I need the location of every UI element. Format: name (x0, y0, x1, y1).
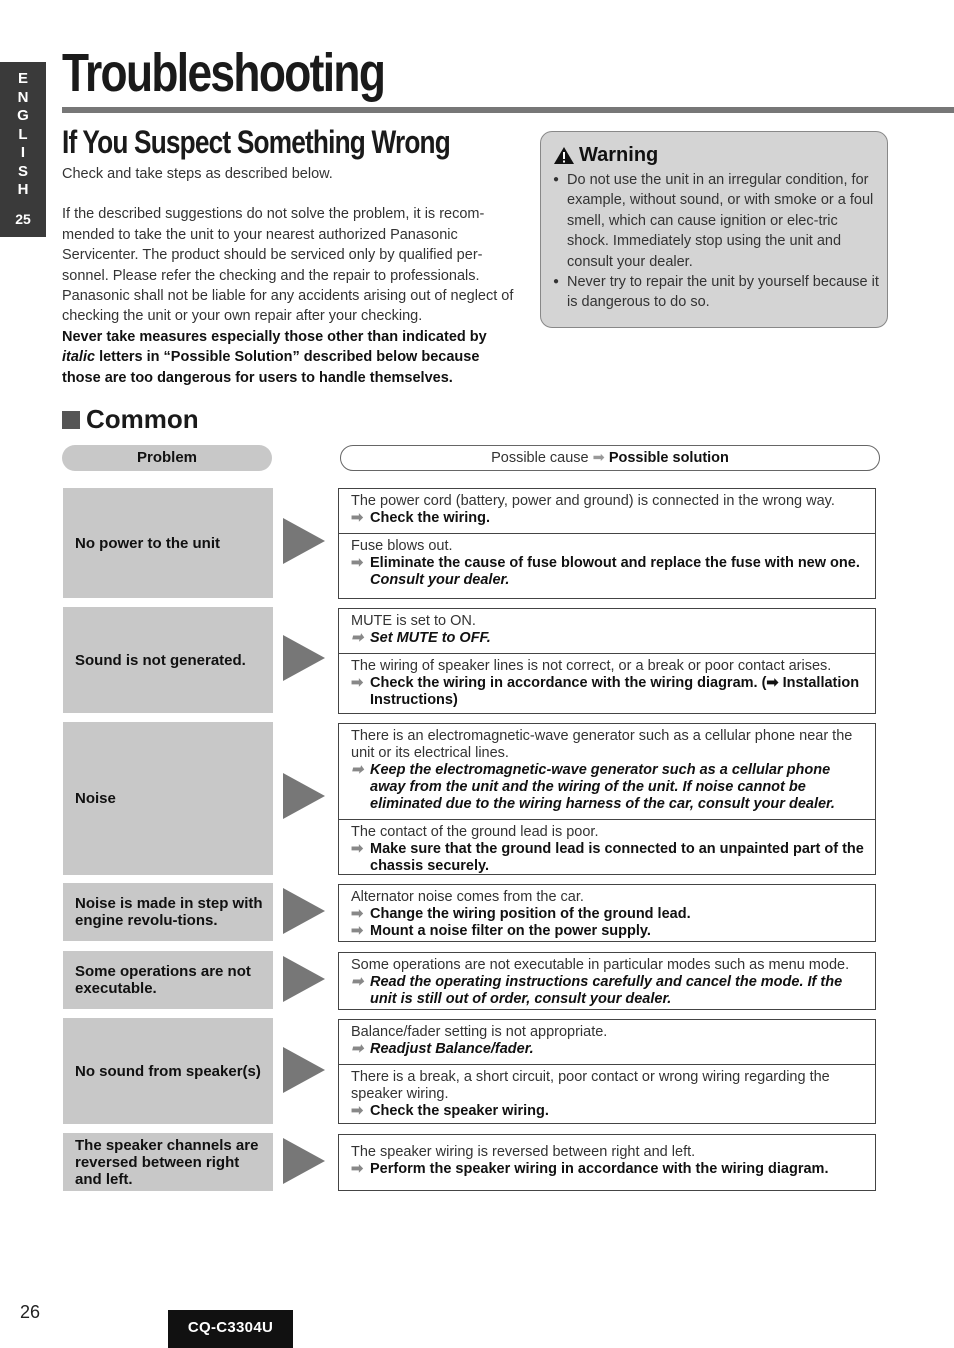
caution-text-b: letters in “Possible Solution” described below because those are too dangerous for users to handle themselves. (62, 349, 480, 386)
language-letters (0, 70, 46, 200)
arrow-triangle-icon (283, 518, 325, 564)
arrow-triangle-icon (283, 773, 325, 819)
section-subtitle: If You Suspect Something Wrong (62, 124, 450, 160)
arrow-icon: ➡ (351, 923, 364, 939)
cause-text: The contact of the ground lead is poor. (351, 824, 599, 840)
solution-box (338, 1134, 876, 1191)
cause-text: There is an electromagnetic-wave generator such as a cellular phone near the unit or its electrical lines. (351, 728, 853, 761)
cause-cell (339, 819, 875, 881)
solution-italic-text: Consult your dealer. (370, 572, 510, 588)
side-tab-number: 25 (15, 211, 31, 227)
solution-text: Check the speaker wiring. (370, 1103, 549, 1119)
intro-caution (62, 327, 517, 388)
solution-line (351, 510, 869, 527)
title-rule (62, 107, 954, 113)
solution-box (338, 488, 876, 599)
common-heading (62, 404, 199, 435)
arrow-triangle-icon (283, 1138, 325, 1184)
arrow-icon: ➡ (351, 1041, 364, 1057)
solution-text: Change the wiring position of the ground lead. (370, 906, 691, 922)
solution-box (338, 952, 876, 1010)
intro-text (62, 164, 517, 388)
warning-list (553, 170, 879, 313)
arrow-triangle-icon (283, 1047, 325, 1093)
warning-triangle-icon (553, 146, 575, 165)
solution-line (351, 1103, 869, 1120)
solution-text: Check the wiring in accordance with the wiring diagram. (➡ Installation Instructions) (370, 675, 860, 708)
cause-text: Balance/fader setting is not appropriate. (351, 1024, 608, 1040)
arrow-triangle-icon (283, 635, 325, 681)
problem-cell (63, 883, 273, 941)
model-badge: CQ-C3304U (168, 1310, 293, 1348)
square-bullet-icon (62, 411, 80, 429)
arrow-icon: ➡ (351, 762, 364, 778)
solution-line (351, 675, 869, 709)
solution-line (351, 841, 869, 875)
cause-text: Some operations are not executable in particular modes such as menu mode. (351, 957, 850, 973)
tab-letter: E (17, 70, 28, 87)
solution-line (351, 762, 869, 813)
cause-text: The speaker wiring is reversed between right and left. (351, 1144, 696, 1160)
solution-line (351, 555, 869, 589)
solution-line (351, 630, 869, 647)
cause-cell (339, 1135, 875, 1184)
warning-item: ● Do not use the unit in an irregular condition, for example, without sound, or with smoke or a foul smell, which can cause ignition or elec-tric shock. Immediately stop using the unit and consult your dealer. (553, 170, 879, 272)
caution-italic-word: italic (62, 349, 96, 366)
problem-cell (63, 1018, 273, 1124)
solution-text: Check the wiring. (370, 510, 491, 526)
problem-cell (63, 1133, 273, 1191)
page-number: 26 (20, 1302, 41, 1322)
problem-column-header: Problem (62, 445, 272, 471)
solution-line (351, 923, 869, 940)
problem-text: Some operations are not executable. (75, 963, 251, 997)
problem-cell (63, 722, 273, 875)
tab-letter: I (20, 144, 26, 161)
tab-letter: G (17, 107, 29, 124)
cause-cell (339, 1020, 875, 1064)
cause-text: Fuse blows out. (351, 538, 453, 554)
cause-cell (339, 885, 875, 946)
cause-cell (339, 489, 875, 533)
language-side-tab (0, 62, 46, 237)
cause-text: The wiring of speaker lines is not correct, or a break or poor contact arises. (351, 658, 832, 674)
caution-text-a: Never take measures especially those other than indicated by (62, 328, 487, 345)
warning-title-text: Warning (579, 144, 659, 166)
cause-cell (339, 653, 875, 715)
cause-cell (339, 609, 875, 653)
solution-line (351, 1161, 869, 1178)
solution-box (338, 608, 876, 714)
problem-text: The speaker channels are reversed between right and left. (75, 1136, 259, 1188)
tab-letter: S (17, 162, 28, 180)
cause-text: The power cord (battery, power and ground) is connected in the wrong way. (351, 493, 835, 509)
problem-cell (63, 488, 273, 598)
warning-title (553, 144, 658, 167)
intro-line: Check and take steps as described below. (62, 166, 333, 182)
problem-text: Sound is not generated. (75, 651, 246, 669)
cause-cell (339, 533, 875, 595)
solution-box (338, 723, 876, 875)
arrow-icon: ➡ (592, 450, 605, 466)
solution-line (351, 1041, 869, 1058)
page-title: Troubleshooting (62, 43, 385, 103)
cause-text: There is a break, a short circuit, poor contact or wrong wiring regarding the speaker wiring. (351, 1069, 830, 1102)
tab-letter: H (17, 181, 29, 198)
common-heading-text: Common (86, 404, 199, 434)
solution-line (351, 974, 869, 1008)
cause-cell (339, 1064, 875, 1126)
tab-letter: L (18, 125, 28, 143)
cause-cell (339, 953, 875, 1014)
solution-text: Eliminate the cause of fuse blowout and replace the fuse with new one. (370, 555, 860, 571)
arrow-icon: ➡ (351, 510, 364, 526)
arrow-triangle-icon (283, 888, 325, 934)
problem-text: No power to the unit (75, 534, 220, 552)
solution-line (351, 906, 869, 923)
solution-text: Mount a noise filter on the power supply. (370, 923, 651, 939)
solution-text: Make sure that the ground lead is connected to an unpainted part of the chassis securely. (370, 841, 864, 874)
solution-text: Read the operating instructions carefully and cancel the mode. If the unit is still out of order, consult your dealer. (370, 974, 843, 1007)
problem-cell (63, 951, 273, 1009)
arrow-icon: ➡ (351, 841, 364, 857)
cause-text: MUTE is set to ON. (351, 613, 476, 629)
arrow-icon: ➡ (351, 630, 364, 646)
problem-text: Noise (75, 790, 116, 807)
solution-text: Readjust Balance/fader. (370, 1041, 534, 1057)
solution-column-header (340, 445, 880, 471)
arrow-icon: ➡ (351, 906, 364, 922)
solution-header-text: Possible solution (608, 450, 729, 466)
arrow-icon: ➡ (351, 675, 364, 691)
arrow-icon: ➡ (351, 1103, 364, 1119)
arrow-icon: ➡ (351, 1161, 364, 1177)
arrow-icon: ➡ (351, 555, 364, 571)
problem-text: No sound from speaker(s) (75, 1062, 261, 1080)
solution-box (338, 1019, 876, 1124)
cause-header-text: Possible cause (491, 450, 589, 466)
problem-text: Noise is made in step with engine revolu-tions. (75, 895, 263, 929)
solution-text: Perform the speaker wiring in accordance with the wiring diagram. (370, 1161, 829, 1177)
cause-text: Alternator noise comes from the car. (351, 889, 584, 905)
arrow-triangle-icon (283, 956, 325, 1002)
tab-letter: N (17, 88, 29, 106)
solution-box (338, 884, 876, 942)
intro-paragraph: If the described suggestions do not solve the problem, it is recom-mended to take the unit to your nearest authorized Panasonic Servicenter. The product should be serviced only by qualified per-sonnel. Please refer the checking and the repair to professionals. Panasonic shall not be liable for any accidents arising out of neglect of checking the unit or your own repair after your checking. (62, 206, 514, 325)
solution-text: Keep the electromagnetic-wave generator such as a cellular phone away from the unit and the wiring of the unit. If noise cannot be eliminated due to the wiring harness of the car, consult your dealer. (370, 762, 835, 812)
warning-box (540, 131, 888, 328)
cause-cell (339, 724, 875, 819)
warning-item: ● Never try to repair the unit by yourself because it is dangerous to do so. (553, 272, 879, 313)
solution-text: Set MUTE to OFF. (370, 630, 491, 646)
problem-cell (63, 607, 273, 713)
arrow-icon: ➡ (351, 974, 364, 990)
